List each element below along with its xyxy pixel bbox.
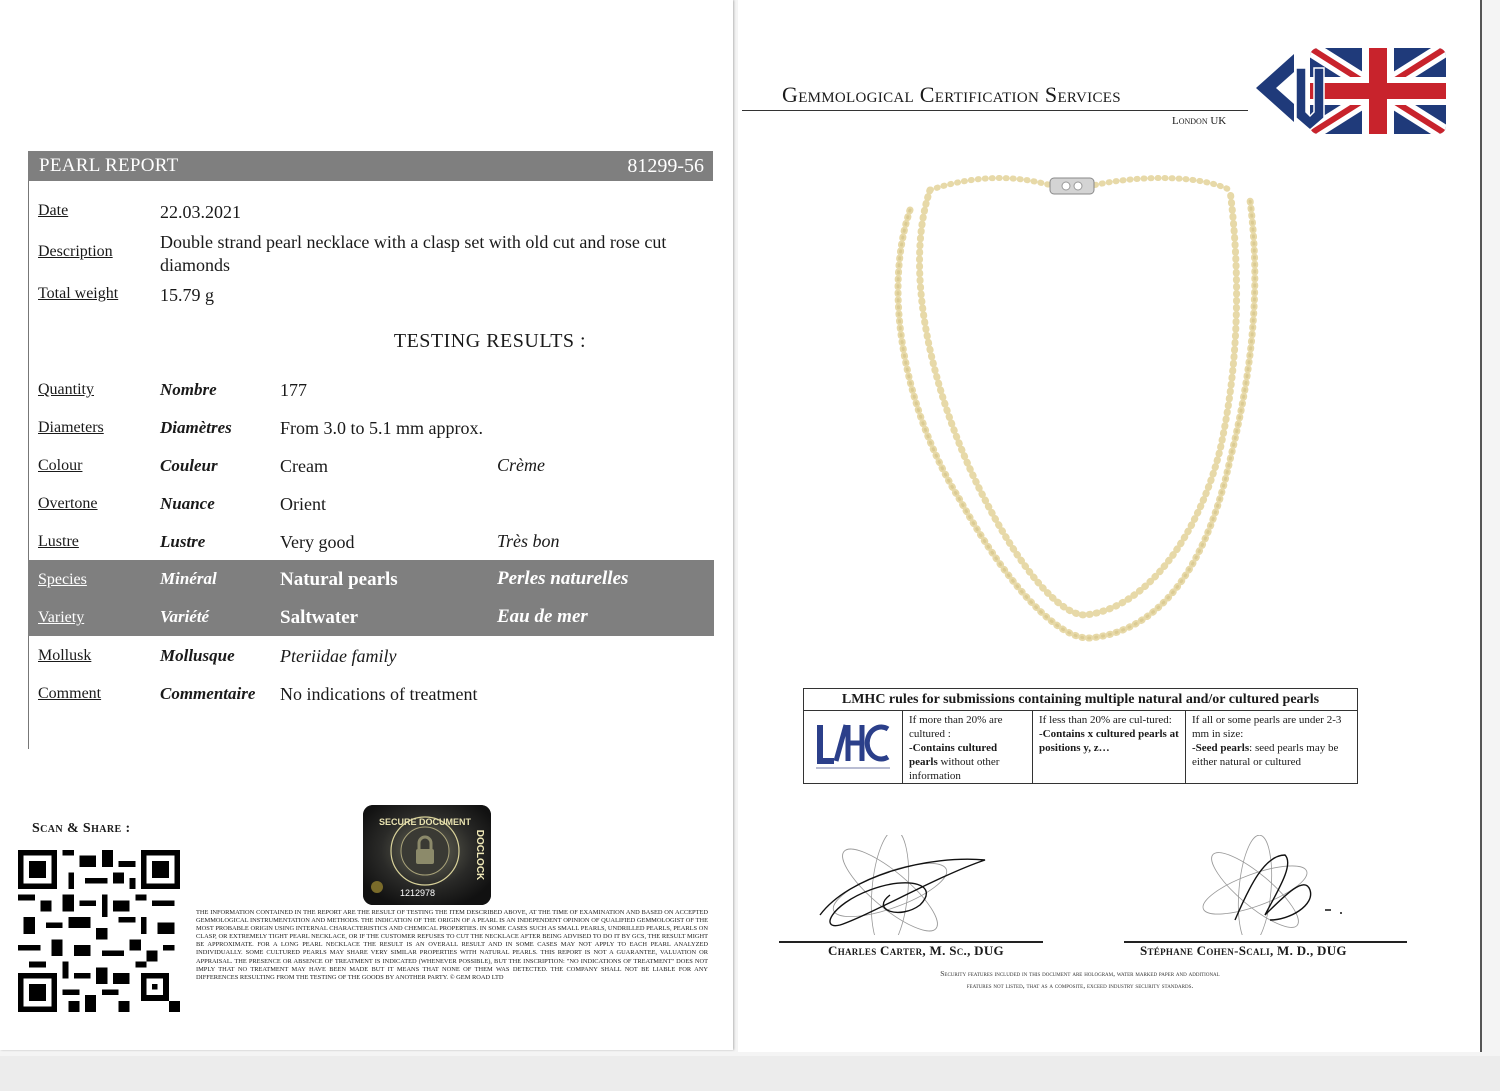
species-french-label: Minéral — [160, 569, 217, 588]
colour-french-label: Couleur — [160, 456, 218, 475]
species-row — [28, 560, 714, 598]
colour-label: Colour — [38, 457, 83, 474]
disclaimer-text: THE INFORMATION CONTAINED IN THE REPORT ARE THE RESULT OF TESTING THE ITEM DESCRIBED ABOVE, AT THE TIME OF EXAMINATION AND BASED ON ACCEPTED GEMMOLOGICAL INSTRUMENTATION AND METHODS. THE INDICATION OF THE ORIGIN OF A PEARL IS AN INDEPENDENT OPINION OF QUALIFIED GEMMOLOGIST OF THE MOST PROBABLE ORIGIN USING INTERNAL CHARACTERISTICS AND CHEMICAL PROPERTIES. IN SOME CASES SUCH AS SMALL PEARLS, UNDRILLED PEARLS, PEARLS ON CLASP, OR EXTREMELY TIGHT PEARL NECKLACE, OR IF THE CUSTOMER REFUSES TO CUT THE NECKLACE AFTER BEING ADVISED TO DO IT BY GCS, THE RESULT MIGHT BE APPROXIMATE. FOR A LONG PEARL NECKLACE THE RESULT IS AN OVERALL RESULT AND IN SOME CASES MAY NOT APPLY TO EACH PEARL ANALYZED INDIVIDUALLY. SOME CULTURED PEARLS MAY SHARE VERY SIMILAR PROPERTIES WITH NATURAL PEARLS. THIS REPORT IS NOT A GUARANTEE, VALUATION OR APPRAISAL. THE PRESENCE OR ABSENCE OF TREATMENT IS INDICATED (WHENEVER POSSIBLE), BUT THE INSCRIPTION: "NO INDICATIONS OF TREATMENT" DOES NOT IMPLY THAT NO TREATMENT MAY HAVE BEEN MADE BUT IT MEANS THAT NONE OF THEM WAS DETECTED. THE COMPANY SHALL NOT BE LIABLE FOR ANY DIFFERENCES RESULTING FROM THE TESTING OF THE GOODS BY ANOTHER PARTY. © GEM ROAD LTD — [196, 909, 708, 981]
lmhc-logo-icon — [810, 717, 896, 775]
diameters-french-label: Diamètres — [160, 418, 232, 437]
lab-title-rule — [742, 110, 1248, 111]
overtone-french-label: Nuance — [160, 494, 215, 513]
comment-french-label: Commentaire — [160, 684, 256, 703]
lmhc-rule-more-than-20: If more than 20% are cultured : -Contains cultured pearls without other information — [902, 711, 1032, 784]
quantity-value: 177 — [280, 380, 307, 400]
description-value: Double strand pearl necklace with a clasp set with old cut and rose cut diamonds — [160, 232, 667, 275]
lustre-label: Lustre — [38, 533, 79, 550]
lab-name: Gemmological Certification Services — [782, 82, 1121, 107]
lmhc-title: LMHC rules for submissions containing multiple natural and/or cultured pearls — [804, 690, 1357, 711]
signature-stephane-cohen-scali — [1195, 835, 1355, 935]
scan-share-title: Scan & Share : — [32, 821, 131, 836]
signatory-right: Stéphane Cohen-Scali, M. D., DUG — [1140, 943, 1347, 958]
scanner-background — [0, 1056, 1500, 1091]
mollusk-value: Pteriidae family — [280, 646, 397, 666]
mollusk-label: Mollusk — [38, 647, 92, 664]
mollusk-french-label: Mollusque — [160, 646, 235, 665]
qr-code-icon[interactable] — [18, 850, 180, 1012]
hologram-brand: DOCLOCK — [474, 829, 485, 881]
diameters-label: Diameters — [38, 419, 104, 436]
overtone-value: Orient — [280, 494, 326, 514]
date-value: 22.03.2021 — [160, 202, 241, 222]
lustre-french-value: Très bon — [497, 531, 560, 551]
report-left-border — [28, 181, 29, 749]
species-label: Species — [38, 571, 87, 588]
lustre-value: Very good — [280, 532, 355, 552]
variety-label: Variety — [38, 609, 85, 626]
species-value: Natural pearls — [280, 569, 398, 590]
total-weight-label: Total weight — [38, 285, 119, 302]
pearl-necklace-image — [870, 160, 1290, 670]
variety-french-value: Eau de mer — [497, 606, 588, 627]
date-label: Date — [38, 202, 69, 219]
hologram-number: 1212978 — [400, 888, 436, 898]
comment-value: No indications of treatment — [280, 684, 478, 704]
report-title: PEARL REPORT — [39, 155, 179, 176]
description-label: Description — [38, 243, 113, 260]
colour-french-value: Crème — [497, 455, 545, 475]
report-header — [28, 151, 713, 181]
lab-location: London UK — [1172, 115, 1227, 127]
species-french-value: Perles naturelles — [497, 568, 629, 589]
signatory-left: Charles Carter, M. Sc., DUG — [828, 943, 1004, 958]
lmhc-rules-box — [803, 688, 1358, 784]
total-weight-value: 15.79 g — [160, 285, 214, 305]
quantity-french-label: Nombre — [160, 380, 217, 399]
variety-row — [28, 598, 714, 636]
comment-label: Comment — [38, 685, 102, 702]
quantity-label: Quantity — [38, 381, 94, 398]
colour-value: Cream — [280, 456, 328, 476]
testing-results-title: TESTING RESULTS : — [393, 330, 587, 352]
lmhc-rule-less-than-20: If less than 20% are cul-tured: -Contains x cultured pearls at positions y, z… — [1032, 711, 1185, 784]
diameters-value: From 3.0 to 5.1 mm approx. — [280, 418, 483, 438]
report-number: 81299-56 — [627, 154, 704, 177]
lmhc-rule-seed-pearls: If all or some pearls are under 2-3 mm in size: -Seed pearls: seed pearls may be either natural or cultured — [1185, 711, 1357, 784]
overtone-label: Overtone — [38, 495, 98, 512]
lustre-french-label: Lustre — [160, 532, 206, 551]
security-features-note: Security features included in this document are hologram, water marked paper and additional features not listed, that as a composite, exceed industry security standards. — [940, 969, 1220, 990]
hologram-text: SECURE DOCUMENT — [378, 817, 472, 827]
variety-french-label: Variété — [160, 607, 210, 626]
gcs-logo-icon — [1250, 48, 1446, 134]
signature-charles-carter — [810, 835, 995, 935]
variety-value: Saltwater — [280, 607, 359, 628]
